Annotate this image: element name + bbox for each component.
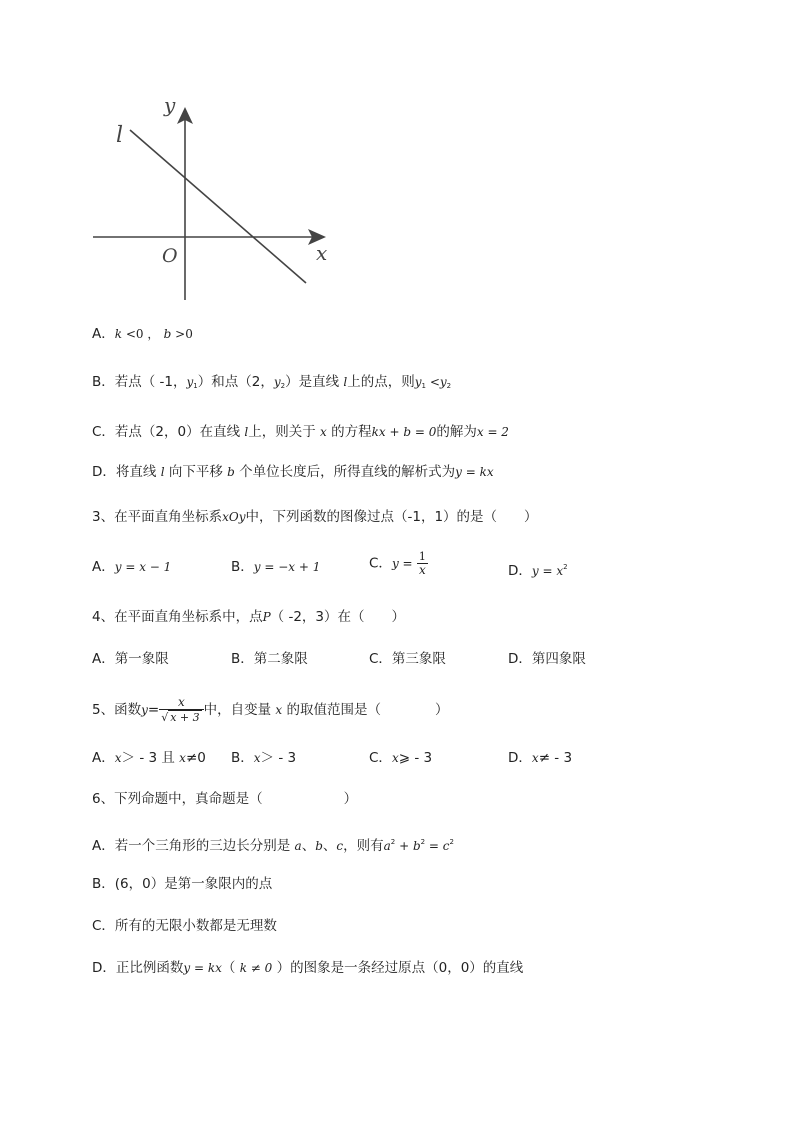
radicand: x + 3 — [170, 711, 200, 724]
subscript: 2 — [446, 382, 452, 390]
option-label: A． — [92, 750, 115, 766]
text: 上，则关于 — [248, 424, 316, 440]
text: ）是直线 — [285, 374, 340, 390]
var-k: k — [114, 327, 123, 341]
denominator: √ x + 3 — [161, 711, 200, 724]
var-c: c — [336, 839, 344, 853]
option-label: B． — [231, 750, 254, 766]
q2-option-d — [92, 462, 494, 482]
text: （ — [221, 960, 236, 976]
text: ⩾ - 3 — [398, 750, 433, 766]
var-b: b — [163, 327, 172, 341]
text: 、 — [322, 838, 337, 854]
q2-option-b — [92, 372, 451, 396]
var-l: l — [343, 375, 348, 389]
option-label: D． — [508, 750, 532, 766]
condition: k ≠ 0 — [239, 961, 273, 975]
var-y: y — [141, 703, 148, 717]
text: 的解为 — [436, 424, 477, 440]
var-y: y — [439, 375, 447, 389]
subscript: 2 — [280, 382, 286, 390]
text: C．若点（2，0）在直线 — [92, 424, 241, 440]
text: 的取值范围是（ ） — [286, 702, 449, 718]
var-a: a — [294, 839, 302, 853]
text: 5、函数 — [92, 702, 142, 718]
text: < — [426, 375, 440, 389]
text: = — [147, 702, 160, 718]
var-y: y — [186, 375, 194, 389]
equation: y = kx — [455, 465, 494, 479]
expression: y = x − 1 — [114, 560, 172, 574]
q3-option-a — [92, 557, 171, 577]
var-x: x — [114, 751, 122, 765]
q6-stem: 6、下列命题中，真命题是（ ） — [92, 791, 358, 807]
text: 上的点，则 — [347, 374, 415, 390]
q5-option-d — [508, 748, 572, 768]
superscript: 2 — [390, 838, 396, 846]
q4-option-b: B．第二象限 — [231, 651, 308, 667]
text: 、 — [301, 838, 316, 854]
text: A．若一个三角形的三边长分别是 — [92, 838, 291, 854]
var-x: x — [531, 751, 539, 765]
option-label: A． — [92, 326, 115, 342]
superscript: 2 — [449, 838, 454, 846]
q6-option-b: B．(6，0）是第一象限内的点 — [92, 876, 273, 892]
var-l: l — [244, 425, 249, 439]
denominator: x — [419, 563, 426, 577]
option-label: D． — [508, 563, 532, 579]
q3-stem — [92, 507, 538, 527]
text: ≠0 — [185, 750, 206, 766]
var-b: b — [315, 839, 323, 853]
var-b: b — [227, 465, 235, 479]
var-a: a — [383, 839, 391, 853]
var-xoy: xOy — [222, 510, 246, 524]
q3-option-b — [231, 557, 320, 577]
line-label: l — [116, 123, 124, 148]
text: 中，自变量 — [203, 702, 272, 718]
option-label: C． — [369, 555, 392, 572]
text: B．若点（ -1， — [92, 374, 187, 390]
var-x: x — [391, 751, 399, 765]
q3-option-d — [508, 557, 568, 581]
numerator: 1 — [418, 550, 426, 563]
x-axis-label: x — [316, 241, 328, 265]
fraction — [159, 696, 203, 724]
var-x: x — [320, 425, 327, 439]
text: <0 ， — [122, 327, 160, 341]
text: D．正比例函数 — [92, 960, 184, 976]
option-label: C． — [369, 750, 392, 766]
q4-option-c: C．第三象限 — [369, 651, 446, 667]
superscript: 2 — [563, 563, 568, 571]
q6-option-c: C．所有的无限小数都是无理数 — [92, 918, 277, 934]
text: 向下平移 — [168, 464, 223, 480]
expression: y = — [391, 556, 413, 571]
origin-label: O — [162, 245, 178, 267]
line-l — [130, 130, 306, 283]
expression: y = −x + 1 — [253, 560, 321, 574]
var-b: b — [412, 839, 421, 853]
text: >0 — [171, 327, 193, 341]
text: 3、在平面直角坐标系 — [92, 509, 223, 525]
q5-stem — [92, 696, 449, 724]
text: ＞ - 3 且 — [121, 750, 175, 766]
var-x: x — [275, 703, 283, 717]
y-axis-label: y — [164, 93, 176, 117]
var-l: l — [160, 465, 165, 479]
q4-option-a: A．第一象限 — [92, 651, 169, 667]
superscript: 2 — [420, 838, 426, 846]
option-label: B． — [231, 559, 254, 575]
text: D．将直线 — [92, 464, 157, 480]
fraction — [417, 550, 428, 577]
text: （ -2，3）在（ ） — [270, 609, 406, 625]
q3-option-c — [369, 550, 428, 577]
var-x: x — [179, 751, 186, 765]
text: = — [425, 839, 443, 853]
text: 的方程 — [331, 424, 372, 440]
q2-option-c — [92, 422, 509, 442]
numerator: x — [159, 696, 203, 710]
text: ，则有 — [343, 838, 384, 854]
text: 个单位长度后，所得直线的解析式为 — [239, 464, 456, 480]
q4-stem — [92, 607, 405, 627]
line-graph — [88, 90, 348, 310]
equation: kx + b = 0 — [371, 425, 437, 439]
text: ≠ - 3 — [538, 750, 573, 766]
solution: x = 2 — [476, 425, 509, 439]
q4-option-d: D．第四象限 — [508, 651, 586, 667]
option-label: A． — [92, 559, 115, 575]
var-p: P — [262, 610, 271, 624]
var-y: y — [414, 375, 422, 389]
subscript: 1 — [193, 382, 198, 390]
var-x: x — [253, 751, 261, 765]
subscript: 1 — [421, 382, 426, 390]
text: ）和点（2， — [197, 374, 274, 390]
var-y: y — [273, 375, 281, 389]
text: + — [395, 839, 413, 853]
text: 4、在平面直角坐标系中，点 — [92, 609, 263, 625]
text: ）的图象是一条经过原点（0，0）的直线 — [276, 960, 524, 976]
text: 中，下列函数的图像过点（-1，1）的是（ ） — [245, 509, 538, 525]
expression: y = x — [531, 564, 564, 578]
text: ＞ - 3 — [260, 750, 297, 766]
q5-option-c — [369, 748, 432, 768]
q2-option-a — [92, 324, 193, 344]
equation: y = kx — [183, 961, 222, 975]
q6-option-a — [92, 832, 454, 856]
q5-option-a — [92, 748, 206, 768]
var-c: c — [442, 839, 450, 853]
q6-option-d — [92, 958, 523, 978]
q5-option-b — [231, 748, 296, 768]
